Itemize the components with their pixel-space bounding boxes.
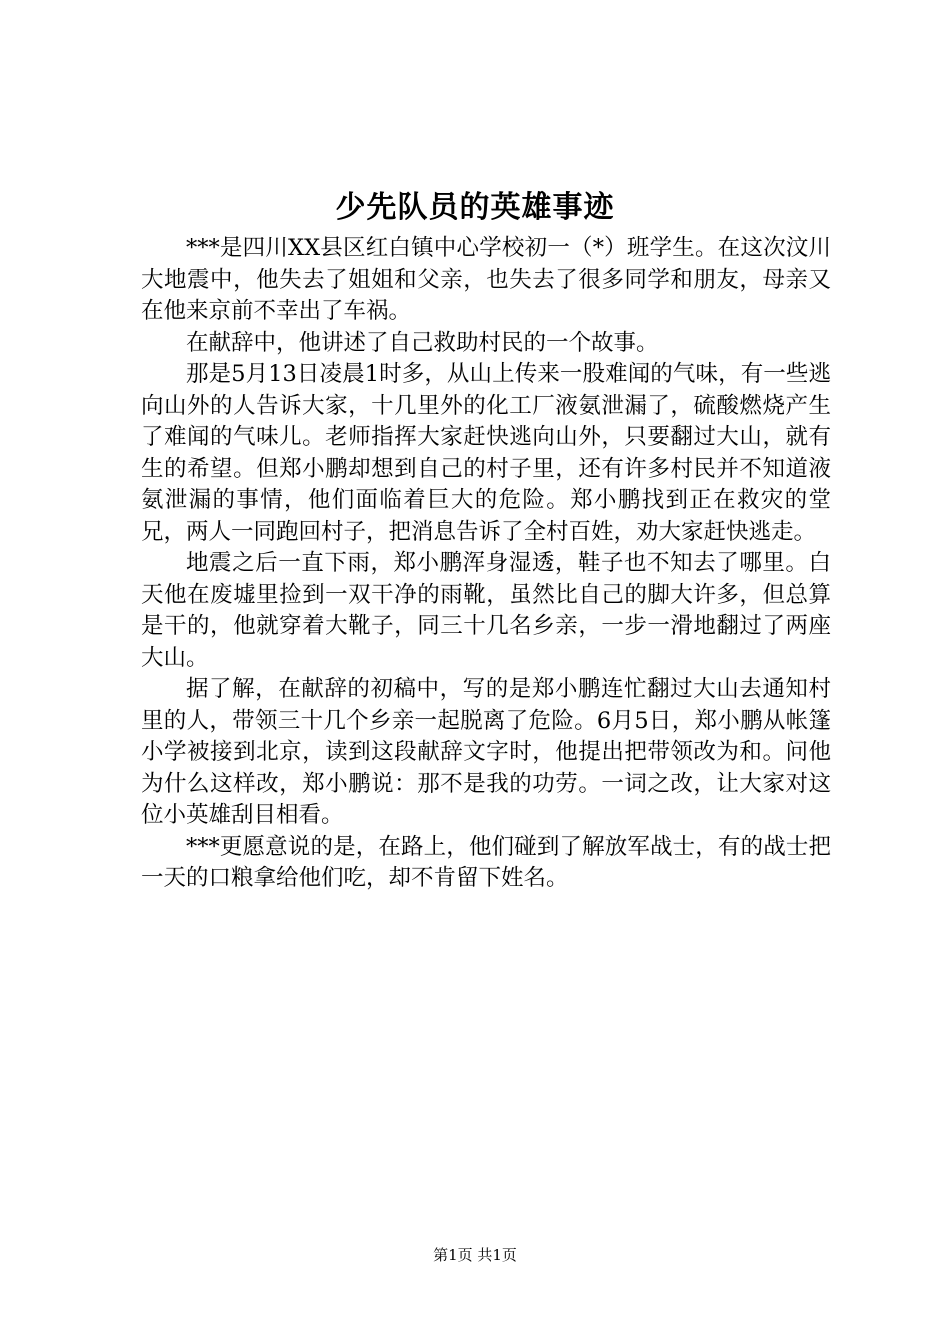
paragraph-2: 在献辞中，他讲述了自己救助村民的一个故事。 [186,329,659,356]
page-number-footer: 第1页 共1页 [433,1246,517,1264]
paragraph-6: ***更愿意说的是，在路上，他们碰到了解放军战士，有的战士把一天的口粮拿给他们吃，却不肯留下姓名。 [141,833,831,891]
document-title: 少先队员的英雄事迹 [335,190,615,225]
paragraph-3: 那是5月13日凌晨1时多，从山上传来一股难闻的气味，有一些逃向山外的人告诉大家，十几里外的化工厂液氨泄漏了，硫酸燃烧产生了难闻的气味儿。老师指挥大家赶快逃向山外，只要翻过大山，就有生的希望。但郑小鹏却想到自己的村子里，还有许多村民并不知道液氨泄漏的事情，他们面临着巨大的危险。郑小鹏找到正在救灾的堂兄，两人一同跑回村子，把消息告诉了全村百姓，劝大家赶快逃走。 [141,361,831,545]
document-body [141,233,831,895]
paragraph-1: ***是四川XX县区红白镇中心学校初一（*）班学生。在这次汶川大地震中，他失去了姐姐和父亲，也失去了很多同学和朋友，母亲又在他来京前不幸出了车祸。 [141,235,831,324]
paragraph-4: 地震之后一直下雨，郑小鹏浑身湿透，鞋子也不知去了哪里。白天他在废墟里捡到一双干净的雨靴，虽然比自己的脚大许多，但总算是干的，他就穿着大靴子，同三十几名乡亲，一步一滑地翻过了两座大山。 [141,550,831,671]
paragraph-5: 据了解，在献辞的初稿中，写的是郑小鹏连忙翻过大山去通知村里的人，带领三十几个乡亲一起脱离了危险。6月5日，郑小鹏从帐篷小学被接到北京，读到这段献辞文字时，他提出把带领改为和。问他为什么这样改，郑小鹏说：那不是我的功劳。一词之改，让大家对这位小英雄刮目相看。 [141,676,831,828]
